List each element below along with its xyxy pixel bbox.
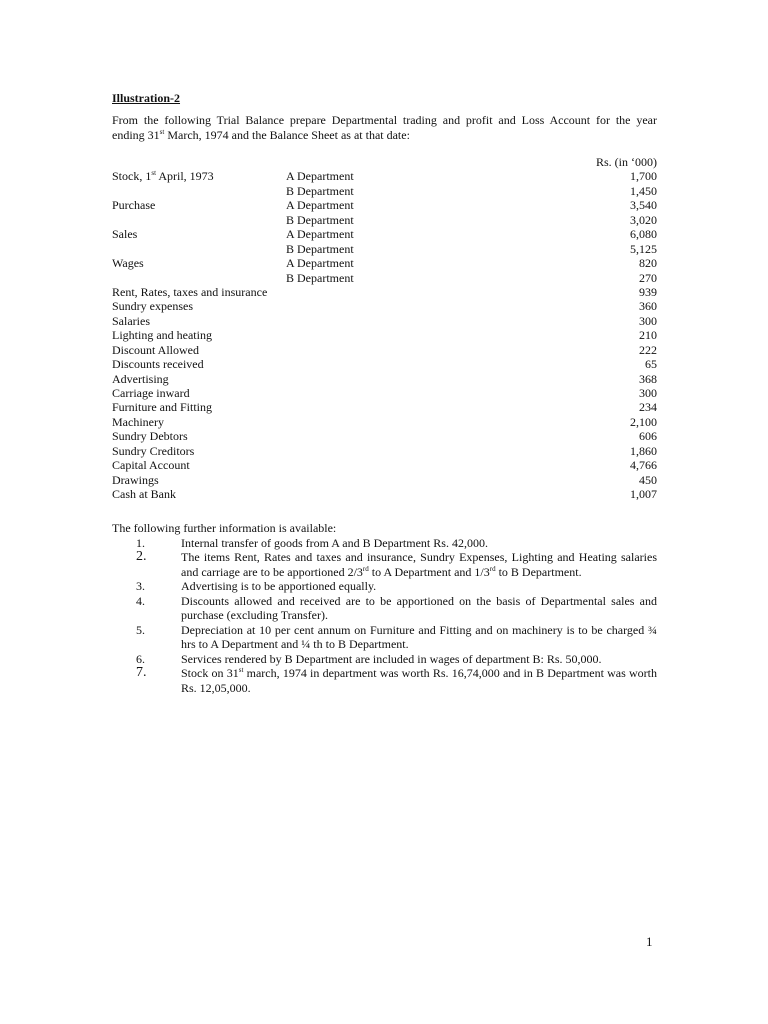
note-number: 6. [136,651,145,666]
department: A Department [286,169,354,184]
account-name-text: Purchase [112,198,156,213]
table-row [112,343,657,357]
note-text-part: to A Department and 1/3 [368,564,490,579]
further-information [112,521,657,695]
table-row [112,458,657,472]
account-name [112,473,159,488]
trial-balance-table [112,155,657,502]
amount: 222 [639,342,657,357]
amount: 300 [639,386,657,400]
table-row [112,429,657,443]
list-item [112,594,657,623]
account-name [112,357,204,372]
note-text-part: Stock on 31 [181,666,239,680]
note-text: Services rendered by B Department are included in wages of department B: Rs. 50,000. [181,651,602,666]
department: A Department [286,256,354,271]
note-number: 4. [136,593,145,608]
table-row [112,328,657,342]
department: B Department [286,183,354,198]
amount: 450 [639,472,657,487]
account-name-text: Furniture and Fitting [112,400,212,415]
amount: 820 [639,256,657,271]
amount: 360 [639,299,657,314]
list-item [112,579,657,594]
note-text: Depreciation at 10 per cent annum on Furniture and Fitting and on machinery is to be charged ¾ hrs to A Department and ¼ th to B Department. [181,622,657,651]
account-name-text: Discount Allowed [112,342,199,357]
table-row [112,400,657,414]
amount: 3,540 [630,198,657,213]
amount: 1,450 [630,183,657,198]
account-name [112,372,169,387]
account-name [112,458,190,473]
note-number: 2. [136,549,147,564]
department: A Department [286,198,354,213]
account-name-text: Stock, 1 [112,169,152,184]
page-title: Illustration-2 [112,91,181,105]
intro-text-b: March, 1974 and the Balance Sheet as at that date: [164,127,410,142]
account-name [112,444,194,459]
note-text: Internal transfer of goods from A and B Department Rs. 42,000. [181,535,488,550]
note-text: Advertising is to be apportioned equally. [181,579,377,593]
intro-line-2 [112,128,657,143]
table-row [112,198,657,212]
note-text-part: The items Rent, Rates and taxes and insurance, Sundry Expenses, Lighting and Heating salaries and carriage are to be apportioned 2/3 [181,550,657,579]
table-row [112,415,657,429]
table-row [112,242,657,256]
table-row [112,386,657,400]
table-row [112,169,657,183]
table-row [112,184,657,198]
table-row [112,213,657,227]
amount: 3,020 [630,212,657,227]
note-number: 1. [136,535,145,550]
intro-paragraph [112,113,657,142]
amount: 1,007 [630,487,657,502]
account-name [112,328,212,343]
table-row [112,444,657,458]
account-name [112,169,214,184]
table-row [112,372,657,386]
account-name [112,429,188,444]
account-name-text: Salaries [112,313,150,328]
account-name-text: Sales [112,227,138,242]
department: B Department [286,241,354,256]
amount: 300 [639,313,657,328]
account-name-text: Rent, Rates, taxes and insurance [112,284,268,299]
intro-line-1: From the following Trial Balance prepare Departmental trading and profit and Loss Account for the year [112,113,657,127]
account-name [112,400,212,415]
note-number: 3. [136,579,145,593]
account-name-sup: st [151,169,157,178]
account-name [112,299,193,314]
account-name-text: Advertising [112,371,169,386]
account-name-text: Drawings [112,472,159,487]
note-sup: rd [489,564,496,573]
account-name [112,487,176,502]
list-item [112,652,657,667]
intro-text-a: ending 31 [112,127,160,142]
note-text-part: to B Department. [495,564,582,579]
amount: 368 [639,371,657,386]
table-row [112,299,657,313]
list-item [112,623,657,652]
account-name-text: Carriage inward [112,386,190,400]
list-item [112,550,657,579]
intro-sup: st [159,127,165,136]
note-sup: st [238,666,244,674]
account-name-text: Cash at Bank [112,487,176,502]
amount: 6,080 [630,227,657,242]
notes-list [112,536,657,696]
note-text [181,550,657,579]
note-text: Discounts allowed and received are to be apportioned on the basis of Departmental sales and purchase (excluding Transfer). [181,593,657,622]
account-name [112,386,190,401]
note-text-part: march, 1974 in department was worth Rs. 16,74,000 and in B Department was worth Rs. 12,05,000. [181,666,657,695]
amount: 1,700 [630,169,657,184]
note-number: 7. [136,665,147,680]
account-name [112,227,137,242]
account-name [112,256,144,271]
account-name [112,285,267,300]
amount: 65 [645,357,657,372]
account-name [112,314,150,329]
trial-balance-rows [112,169,657,501]
account-name-text: Discounts received [112,357,204,372]
account-name-text: Lighting and heating [112,328,212,343]
department: A Department [286,227,354,242]
table-row [112,227,657,241]
account-name-rest: April, 1973 [156,169,214,184]
table-row [112,256,657,270]
department: B Department [286,270,354,285]
amount: 5,125 [630,241,657,256]
page-number: 1 [646,934,653,949]
trial-balance-header [112,155,657,169]
account-name-text: Sundry Debtors [112,429,188,444]
table-row [112,357,657,371]
account-name-text: Sundry Creditors [112,443,195,458]
further-info-heading: The following further information is available: [112,521,337,535]
amount: 4,766 [630,458,657,473]
amount: 270 [639,270,657,285]
table-row [112,285,657,299]
list-item [112,536,657,551]
table-row [112,473,657,487]
amount: 2,100 [630,414,657,429]
account-name [112,198,155,213]
note-sup: rd [362,564,369,573]
note-number: 5. [136,622,145,637]
unit-header: Rs. (in ‘000) [596,155,657,169]
note-text [181,666,657,695]
list-item [112,666,657,695]
account-name-text: Capital Account [112,458,190,473]
amount: 234 [639,400,657,415]
amount: 939 [639,284,657,299]
amount: 210 [639,328,657,343]
table-row [112,314,657,328]
amount: 606 [639,429,657,444]
account-name [112,415,164,430]
table-row [112,487,657,501]
table-row [112,271,657,285]
account-name-text: Sundry expenses [112,299,193,314]
department: B Department [286,212,354,227]
account-name-text: Machinery [112,414,164,429]
account-name-text: Wages [112,256,144,271]
account-name [112,343,199,358]
amount: 1,860 [630,443,657,458]
